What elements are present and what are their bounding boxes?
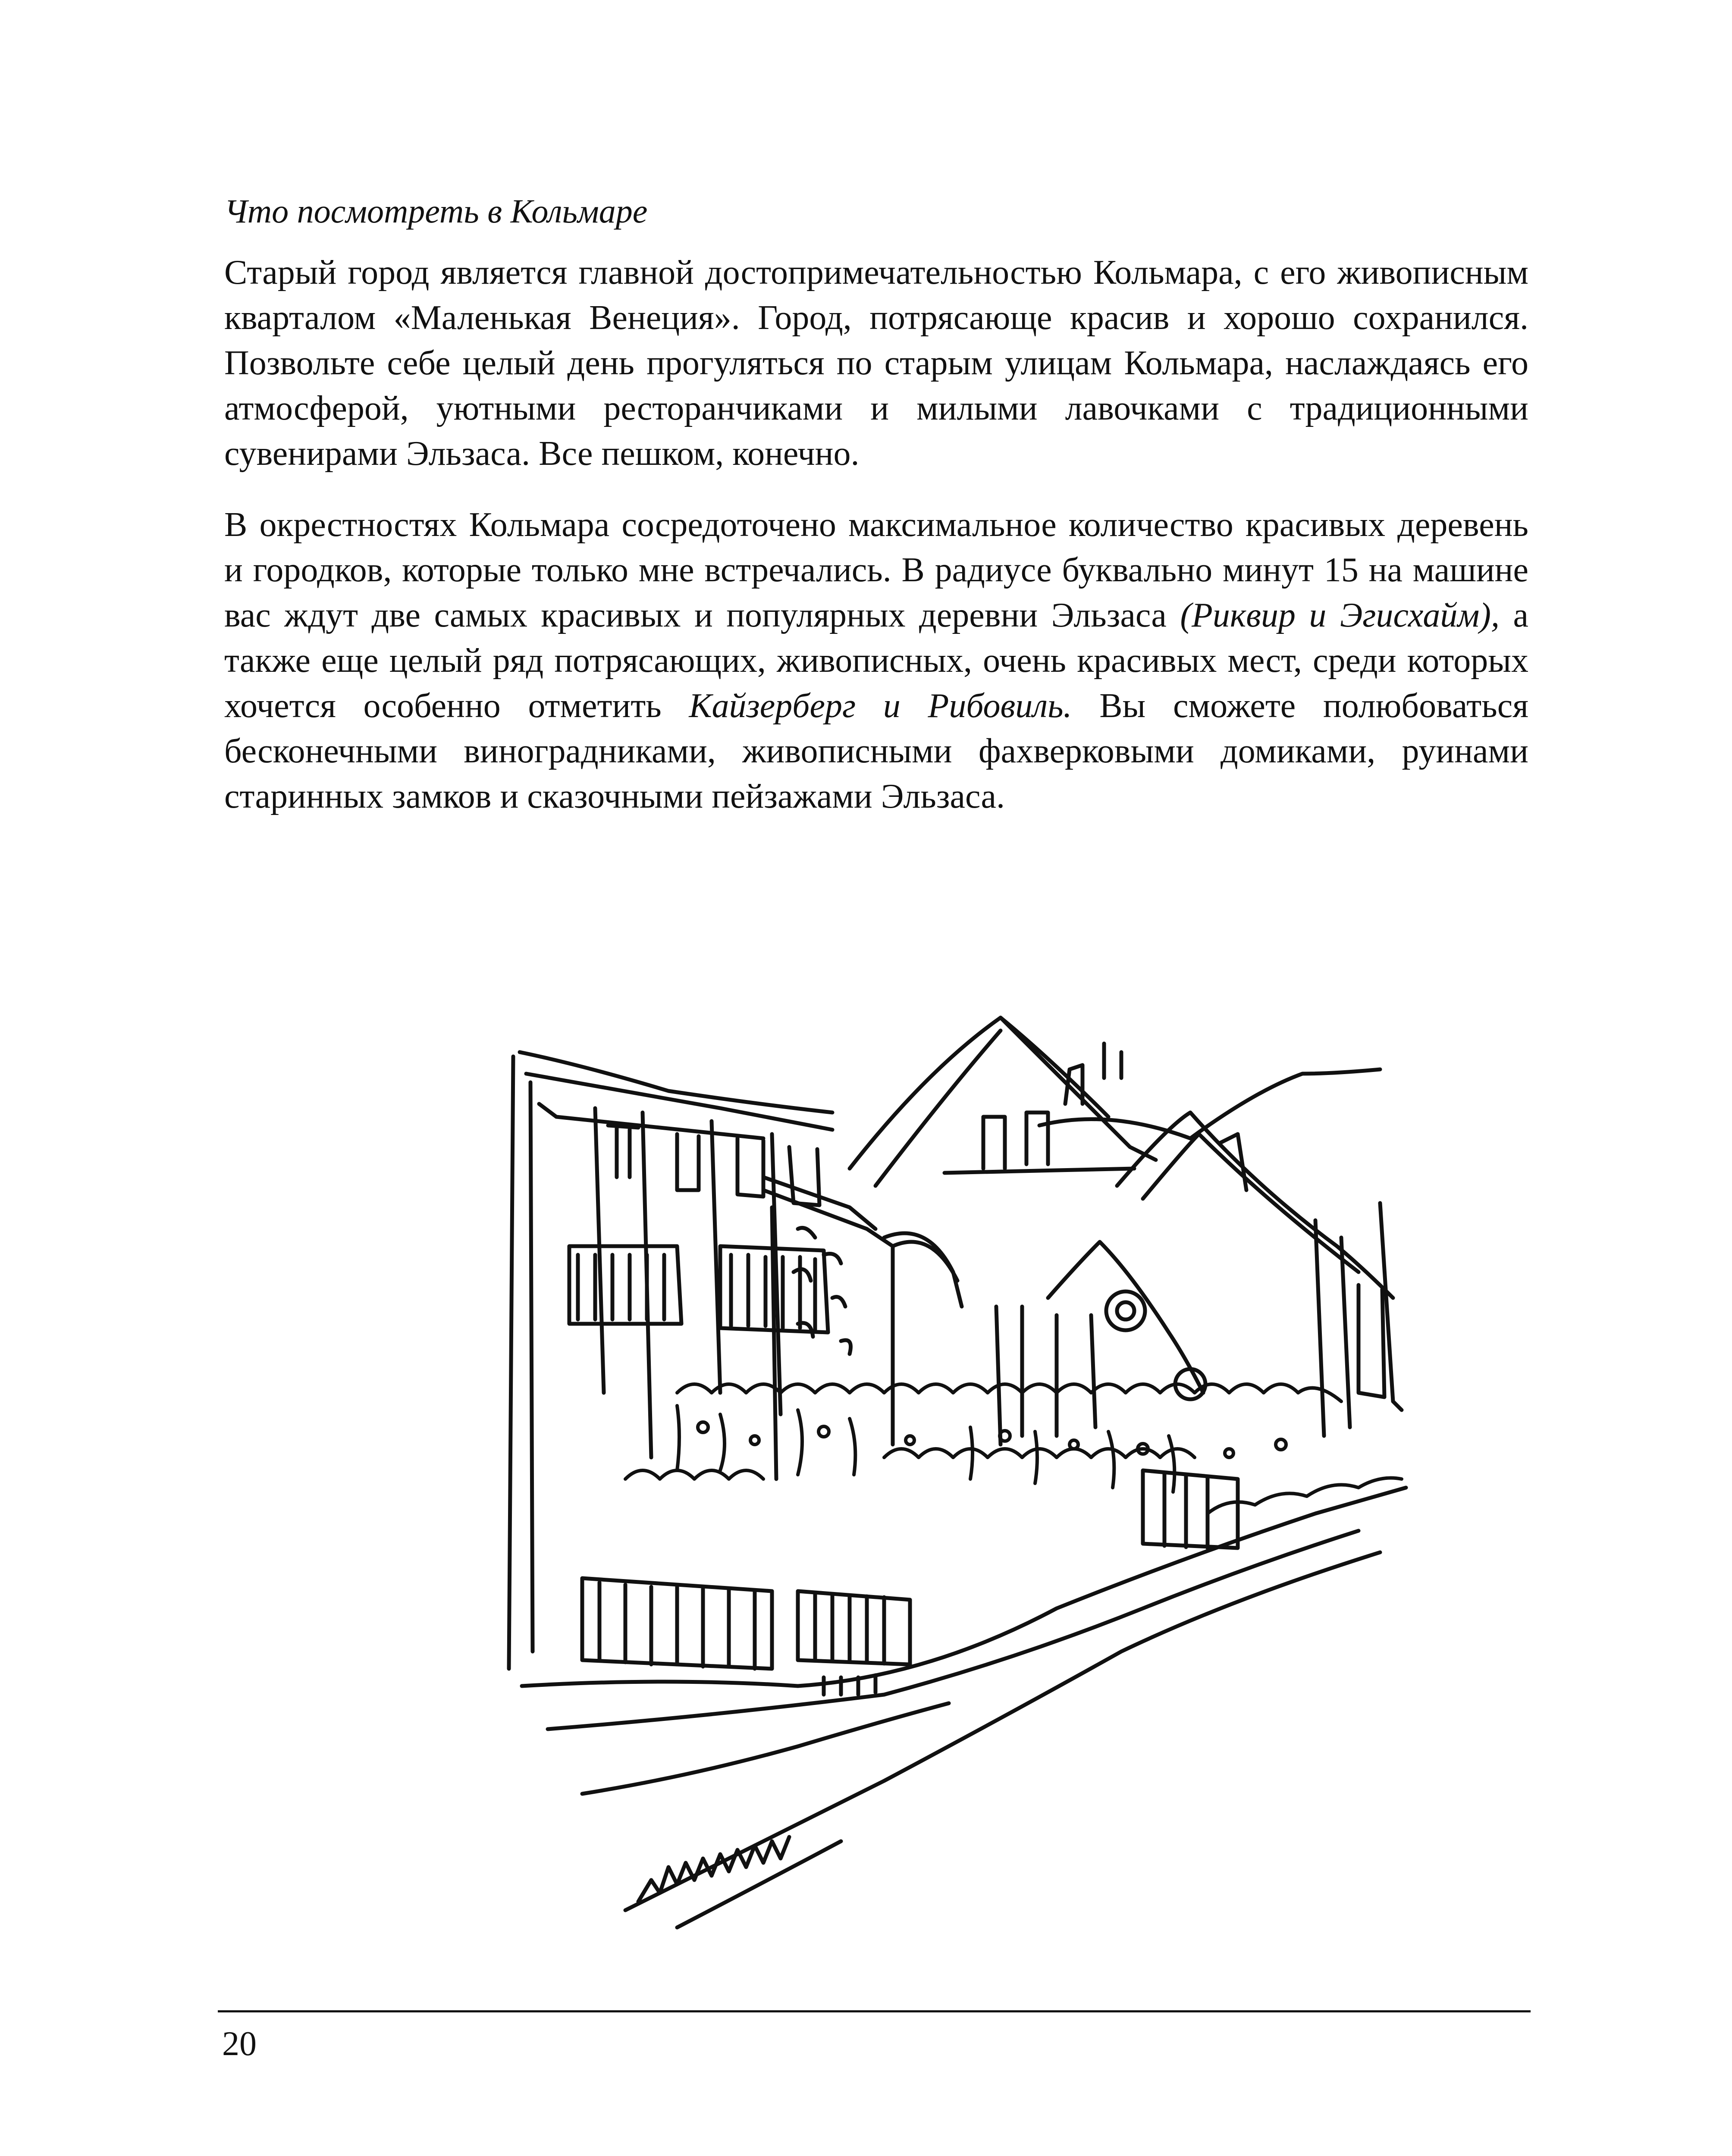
section-heading: Что посмотреть в Кольмаре — [224, 192, 648, 230]
paragraph-2-text-c: Вы сможете полюбоваться бесконечными виноградниками, живописными фахверковыми домиками, руинами старинных замков и сказочными пейзажами Эльзаса. — [224, 687, 1529, 815]
paragraph-1: Старый город является главной достопримечательностью Кольмара, с его живописным кварталом «Маленькая Венеция». Город, потрясающе красив и хорошо сохранился. Позвольте себе целый день прогуляться по старым улицам Кольмара, наслаждаясь его атмосферой, уютными ресторанчиками и милыми лавочками с традиционными сувенирами Эльзаса. Все пешком, конечно. — [224, 254, 1528, 473]
text-block — [224, 190, 1528, 845]
left-building — [509, 1052, 832, 1669]
paragraph-2 — [224, 502, 1528, 819]
footer-divider — [218, 2010, 1531, 2012]
paragraph-2-italic-towns: Кайзерберг и Рибовиль. — [689, 687, 1072, 725]
hedge-shrubs — [625, 1384, 1402, 1514]
paragraph-2-italic-villages: (Риквир и Эгисхайм), — [1180, 596, 1500, 634]
paragraph-2-text-a: В окрестностях Кольмара сосредоточено максимальное количество красивых деревень и городков, которые только мне встречались. В радиусе буквально минут 15 на машине вас ждут две самых красивых и популярных деревни Эльзаса — [224, 506, 1528, 634]
page-number: 20 — [222, 2025, 257, 2063]
street-sketch-illustration — [496, 1005, 1423, 1936]
paragraph-2-text-b: а также еще целый ряд потрясающих, живописных, очень красивых мест, среди которых хочется особенно отметить — [224, 596, 1528, 725]
street-road — [522, 1488, 1406, 1927]
garden-gates — [582, 1470, 1238, 1669]
central-houses — [763, 1018, 1402, 1479]
